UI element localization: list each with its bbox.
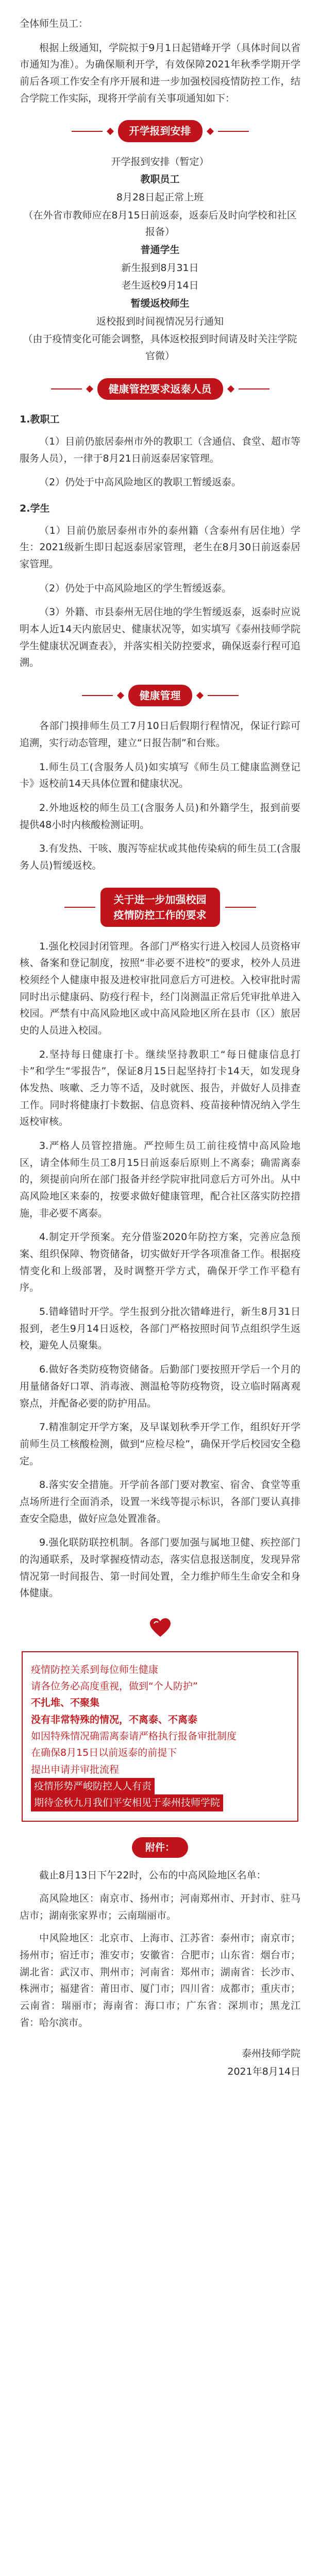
intro-paragraph: 根据上级通知，学院拟于9月1日起错峰开学（具体时间以省市通知为准）。为确保顺利开学，有效保障2021年秋季学期开学前后各项工作安全有序开展和进一步加强校园疫情防控工作，结合学院工作实际，现将开学前有关事项通知如下： (20, 42, 300, 104)
health-management-content (20, 718, 300, 874)
notice-line: 在确保8月15日以前返泰的前提下 (31, 1747, 177, 1759)
student-item: （2）仍处于中高风险地区的学生暂缓返泰。 (39, 582, 232, 594)
control-item: 4.制定开学预案。充分借鉴2020年防控方案，完善应急预案、组织保障、物资储备，切实做好开学各项准备工作。根据疫情变化和上级部署，及时调整开学方式，确保开学工作平稳有序。 (20, 1231, 300, 1294)
campus-control-content (20, 938, 300, 1602)
health-intro: 各部门摸排师生员工7月10日后假期行程情况，保证行踪可追溯，实行动态管理，建立“日报告制”和台账。 (20, 720, 300, 749)
signer: 泰州技师学院 (241, 2048, 300, 2060)
medium-risk-areas: 中风险地区：北京市、上海市、江苏省：泰州市；南京市；扬州市；宿迁市；淮安市；安徽省：合肥市；山东省：烟台市；湖北省：武汉市、荆州市；河南省：郑州市；湖南省：长沙市、株洲市；福建省：莆田市、厦门市；四川省：成都市；重庆市；云南省：瑞丽市；海南省：海口市；广东省：深圳市；黑龙江省：哈尔滨市。 (20, 1933, 300, 2028)
signature-block (20, 2045, 300, 2080)
schedule-line: 暂缓返校师生 (130, 298, 190, 310)
title-line: 疫情防控工作的要求 (113, 908, 207, 921)
health-item: 2.外地返校的师生员工(含服务人员)和外籍学生，报到前要提供48小时内核酸检测证明。 (20, 802, 300, 831)
staff-item: （2）仍处于中高风险地区的教职工暂缓返泰。 (39, 477, 242, 488)
sign-date: 2021年8月14日 (227, 2065, 300, 2077)
control-item: 5.错峰错时开学。学生报到分批次错峰进行，新生8月31日报到，老生9月14日返校，各部门严格按照时间节点组织学生返校，避免人员聚集。 (20, 1306, 300, 1351)
title-line: 关于进一步加强校园 (113, 893, 207, 906)
student-item: （1）目前仍旅居泰州市外的泰州籍（含泰州有居住地）学生：2021级新生即日起返泰居家管理，老生在8月30日前返泰居家管理。 (20, 524, 300, 570)
notice-line: 请各位务必高度重视，做到“个人防护” (31, 1681, 198, 1692)
notice-line: 疫情形势严峻防控人人有责 (31, 1778, 155, 1794)
notice-line: 疫情防控关系到每位师生健康 (31, 1664, 159, 1675)
schedule-line: 普通学生 (140, 244, 180, 256)
control-item: 8.落实安全措施。开学前各部门要对教室、宿舍、食堂等重点场所进行全面消杀，设置一米线等提示标识，各部门要认真排查安全隐患，做好应急处置准备。 (20, 1479, 300, 1524)
high-risk-areas: 高风险地区：南京市、扬州市；河南郑州市、开封市、驻马店市；湖南张家界市；云南瑞丽市。 (20, 1892, 300, 1921)
staff-item: （1）目前仍旅居泰州市外的教职工（含通信、食堂、超市等服务人员），一律于8月21日前返泰居家管理。 (20, 435, 300, 464)
registration-schedule (20, 154, 300, 365)
control-item: 9.强化联防联控机制。各部门要加强与属地卫健、疾控部门的沟通联系，及时掌握疫情动态，落实信息报送制度，发现异常情况第一时间报告、第一时间处置，全力维护师生生命安全和身体健康。 (20, 1537, 300, 1599)
notice-line: 期待金秋九月我们平安相见于泰州技师学院 (31, 1794, 223, 1811)
control-item: 1.强化校园封闭管理。各部门严格实行进入校园人员资格审核、备案和登记制度，按照“非必要不进校”的要求，校外人员进校须经个人健康申报及进校审批同意后方可进校。入校审批时需同时出示健康码、防疫行程卡，经门岗测温正常后凭审批单进入校园。严禁有中高风险地区或中高风险地区所在县市（区）旅居史的人员进入校园。 (20, 940, 300, 1037)
schedule-line: 返校报到时间视情况另行通知 (96, 315, 224, 327)
schedule-line: 新生报到8月31日 (121, 262, 199, 274)
greeting: 全体师生员工： (20, 18, 89, 29)
annex-heading: 附件： (20, 1837, 300, 1858)
control-item: 7.精准制定开学方案，及早谋划秋季开学工作，组织好开学前师生员工核酸检测，做到“应检尽检”，确保开学后校园安全稳定。 (20, 1421, 300, 1467)
section-title-campus-control (20, 888, 300, 927)
schedule-line: 8月28日起正常上班 (116, 192, 204, 204)
heart-divider (20, 1617, 300, 1638)
annex-intro: 截止8月13日下午22时，公布的中高风险地区名单： (39, 1870, 266, 1882)
student-heading: 2.学生 (20, 502, 50, 514)
control-item: 3.严格人员管控措施。严控师生员工前往疫情中高风险地区，请全体师生员工8月15日前返泰后原则上不离泰；确需离泰的，须提前向所在部门报备并经学院审批同意后方可外出。从中高风险地区来泰的，按要求做好健康管理，配合社区落实防控措施，非必要不离泰。 (20, 1140, 300, 1219)
control-item: 2.坚持每日健康打卡。继续坚持教职工“每日健康信息打卡”和学生“零报告”，保证8月15日起坚持打卡14天，如发现身体发热、咳嗽、乏力等不适，及时就医、报告，并做好人员排查工作。同时将健康打卡数据、信息资料、疫苗接种情况纳入学生返校审核。 (20, 1048, 300, 1128)
schedule-line: 开学报到安排（暂定） (111, 156, 209, 167)
health-item: 1.师生员工(含服务人员)如实填写《师生员工健康监测登记卡》返校前14天具体位置和健康状况。 (20, 761, 300, 790)
notice-line: 提出申请并审批流程 (31, 1764, 120, 1775)
schedule-line: （由于疫情变化可能会调整，具体返校报到时间请及时关注学院官微） (23, 333, 297, 362)
notice-box (22, 1651, 298, 1822)
schedule-line: （在外省市教师应在8月15日前返泰，返泰后及时向学校和社区报备） (23, 209, 297, 238)
notice-line: 如因特殊情况确需离泰请严格执行报备审批制度 (31, 1731, 237, 1742)
schedule-line: 教职员工 (140, 174, 180, 185)
health-item: 3.有发热、干咳、腹泻等症状或其他传染病的师生员工(含服务人员)暂缓返校。 (20, 843, 300, 872)
health-control-content (20, 411, 300, 671)
student-item: （3）外籍、市县泰州无居住地的学生暂缓返泰，返泰时应说明本人近14天内旅居史、健康状况等，如实填写《泰州技师学院学生健康状况调查表》，并落实相关防控要求，确保返泰行程可追溯。 (20, 606, 300, 669)
schedule-line: 老生返校9月14日 (121, 280, 199, 292)
notice-line: 没有非常特殊的情况，不离泰、不离泰 (31, 1714, 198, 1725)
risk-area-list (20, 1867, 300, 2031)
heart-icon (149, 1617, 172, 1638)
control-item: 6.做好各类防疫物资储备。后勤部门要按照开学后一个月的用量储备好口罩、消毒液、测温枪等防疫物资，设立临时隔离观察点，并配备必要的防护用品。 (20, 1364, 300, 1409)
section-title-health-control: 健康管控要求返泰人员 (20, 378, 300, 400)
notice-line: 不扎堆、不聚集 (31, 1697, 100, 1709)
section-title-registration: 开学报到安排 (20, 120, 300, 142)
section-title-health-management: 健康管理 (20, 685, 300, 706)
staff-heading: 1.教职工 (20, 414, 60, 426)
